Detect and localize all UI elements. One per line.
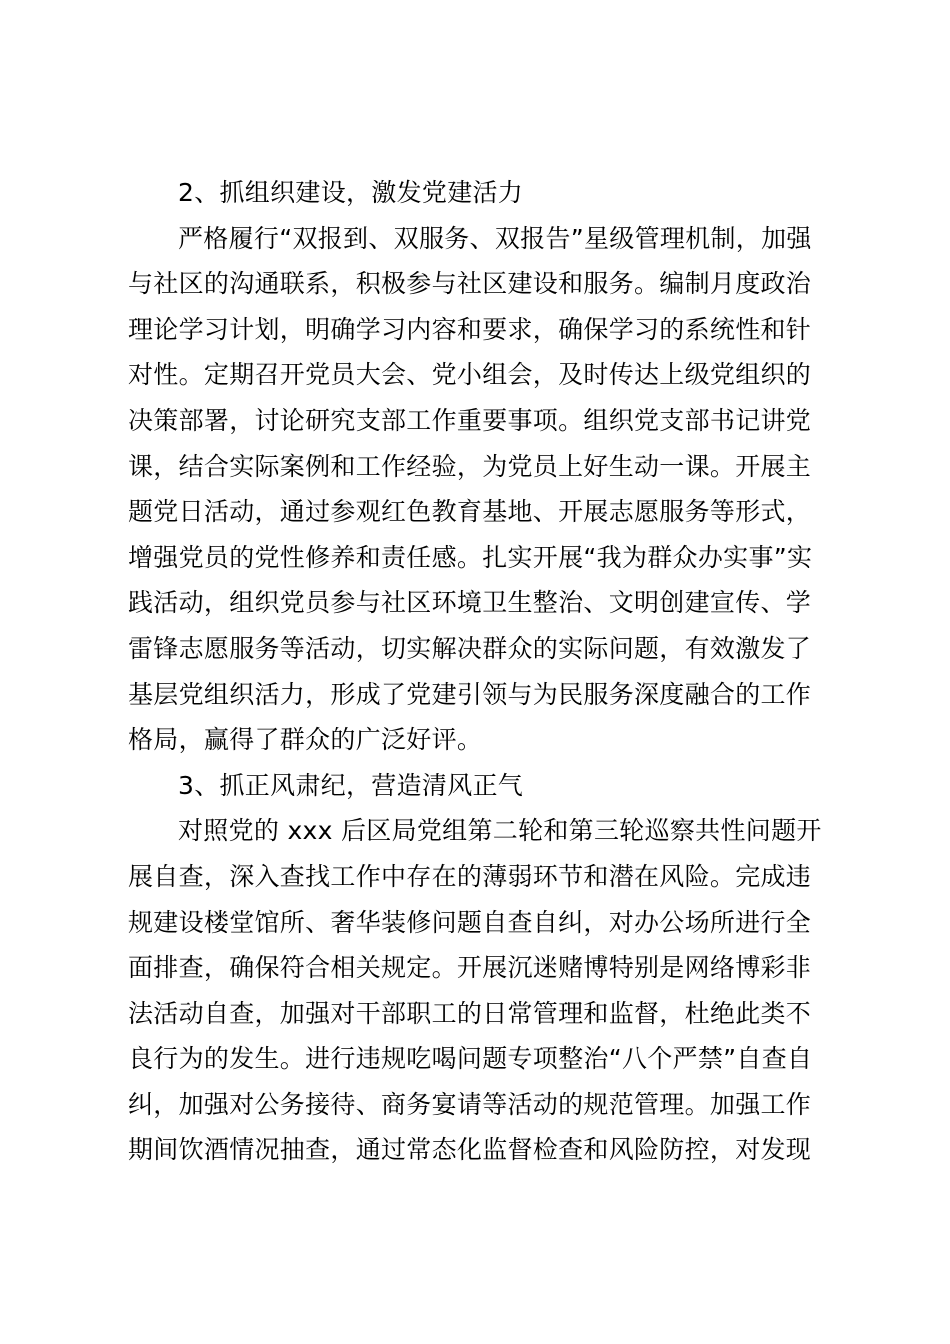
- paragraph-line: 规建设楼堂馆所、奢华装修问题自查自纠，对办公场所进行全: [128, 907, 812, 937]
- paragraph-line: 面排查，确保符合相关规定。开展沉迷赌博特别是网络博彩非: [128, 953, 812, 983]
- section-heading: 3、抓正风肃纪，营造清风正气: [178, 770, 524, 800]
- paragraph-line: 与社区的沟通联系，积极参与社区建设和服务。编制月度政治: [128, 269, 812, 299]
- paragraph-line: 题党日活动，通过参观红色教育基地、开展志愿服务等形式，: [128, 497, 812, 527]
- paragraph-line: 理论学习计划，明确学习内容和要求，确保学习的系统性和针: [128, 314, 812, 344]
- paragraph-line: 课，结合实际案例和工作经验，为党员上好生动一课。开展主: [128, 451, 812, 481]
- section-heading: 2、抓组织建设，激发党建活力: [178, 178, 524, 207]
- paragraph-line: 雷锋志愿服务等活动，切实解决群众的实际问题，有效激发了: [128, 633, 812, 663]
- paragraph-line: 纠，加强对公务接待、商务宴请等活动的规范管理。加强工作: [128, 1089, 812, 1119]
- paragraph-line: 基层党组织活力，形成了党建引领与为民服务深度融合的工作: [128, 679, 812, 709]
- paragraph-line: 展自查，深入查找工作中存在的薄弱环节和潜在风险。完成违: [128, 861, 812, 891]
- paragraph-line: 决策部署，讨论研究支部工作重要事项。组织党支部书记讲党: [128, 405, 812, 435]
- paragraph-line: 增强党员的党性修养和责任感。扎实开展“我为群众办实事”实: [128, 542, 813, 572]
- paragraph-line: 对照党的 xxx 后区局党组第二轮和第三轮巡察共性问题开: [178, 816, 822, 846]
- paragraph-line: 良行为的发生。进行违规吃喝问题专项整治“八个严禁”自查自: [128, 1044, 813, 1074]
- paragraph-line: 格局，赢得了群众的广泛好评。: [128, 725, 483, 755]
- paragraph-line: 对性。定期召开党员大会、党小组会，及时传达上级党组织的: [128, 360, 812, 390]
- paragraph-line: 严格履行“双报到、双服务、双报告”星级管理机制，加强: [178, 223, 812, 253]
- paragraph-line: 法活动自查，加强对干部职工的日常管理和监督，杜绝此类不: [128, 998, 812, 1028]
- paragraph-line: 践活动，组织党员参与社区环境卫生整治、文明创建宣传、学: [128, 588, 812, 618]
- document-body: [128, 170, 822, 1173]
- paragraph-line: 期间饮酒情况抽查，通过常态化监督检查和风险防控，对发现: [128, 1135, 812, 1165]
